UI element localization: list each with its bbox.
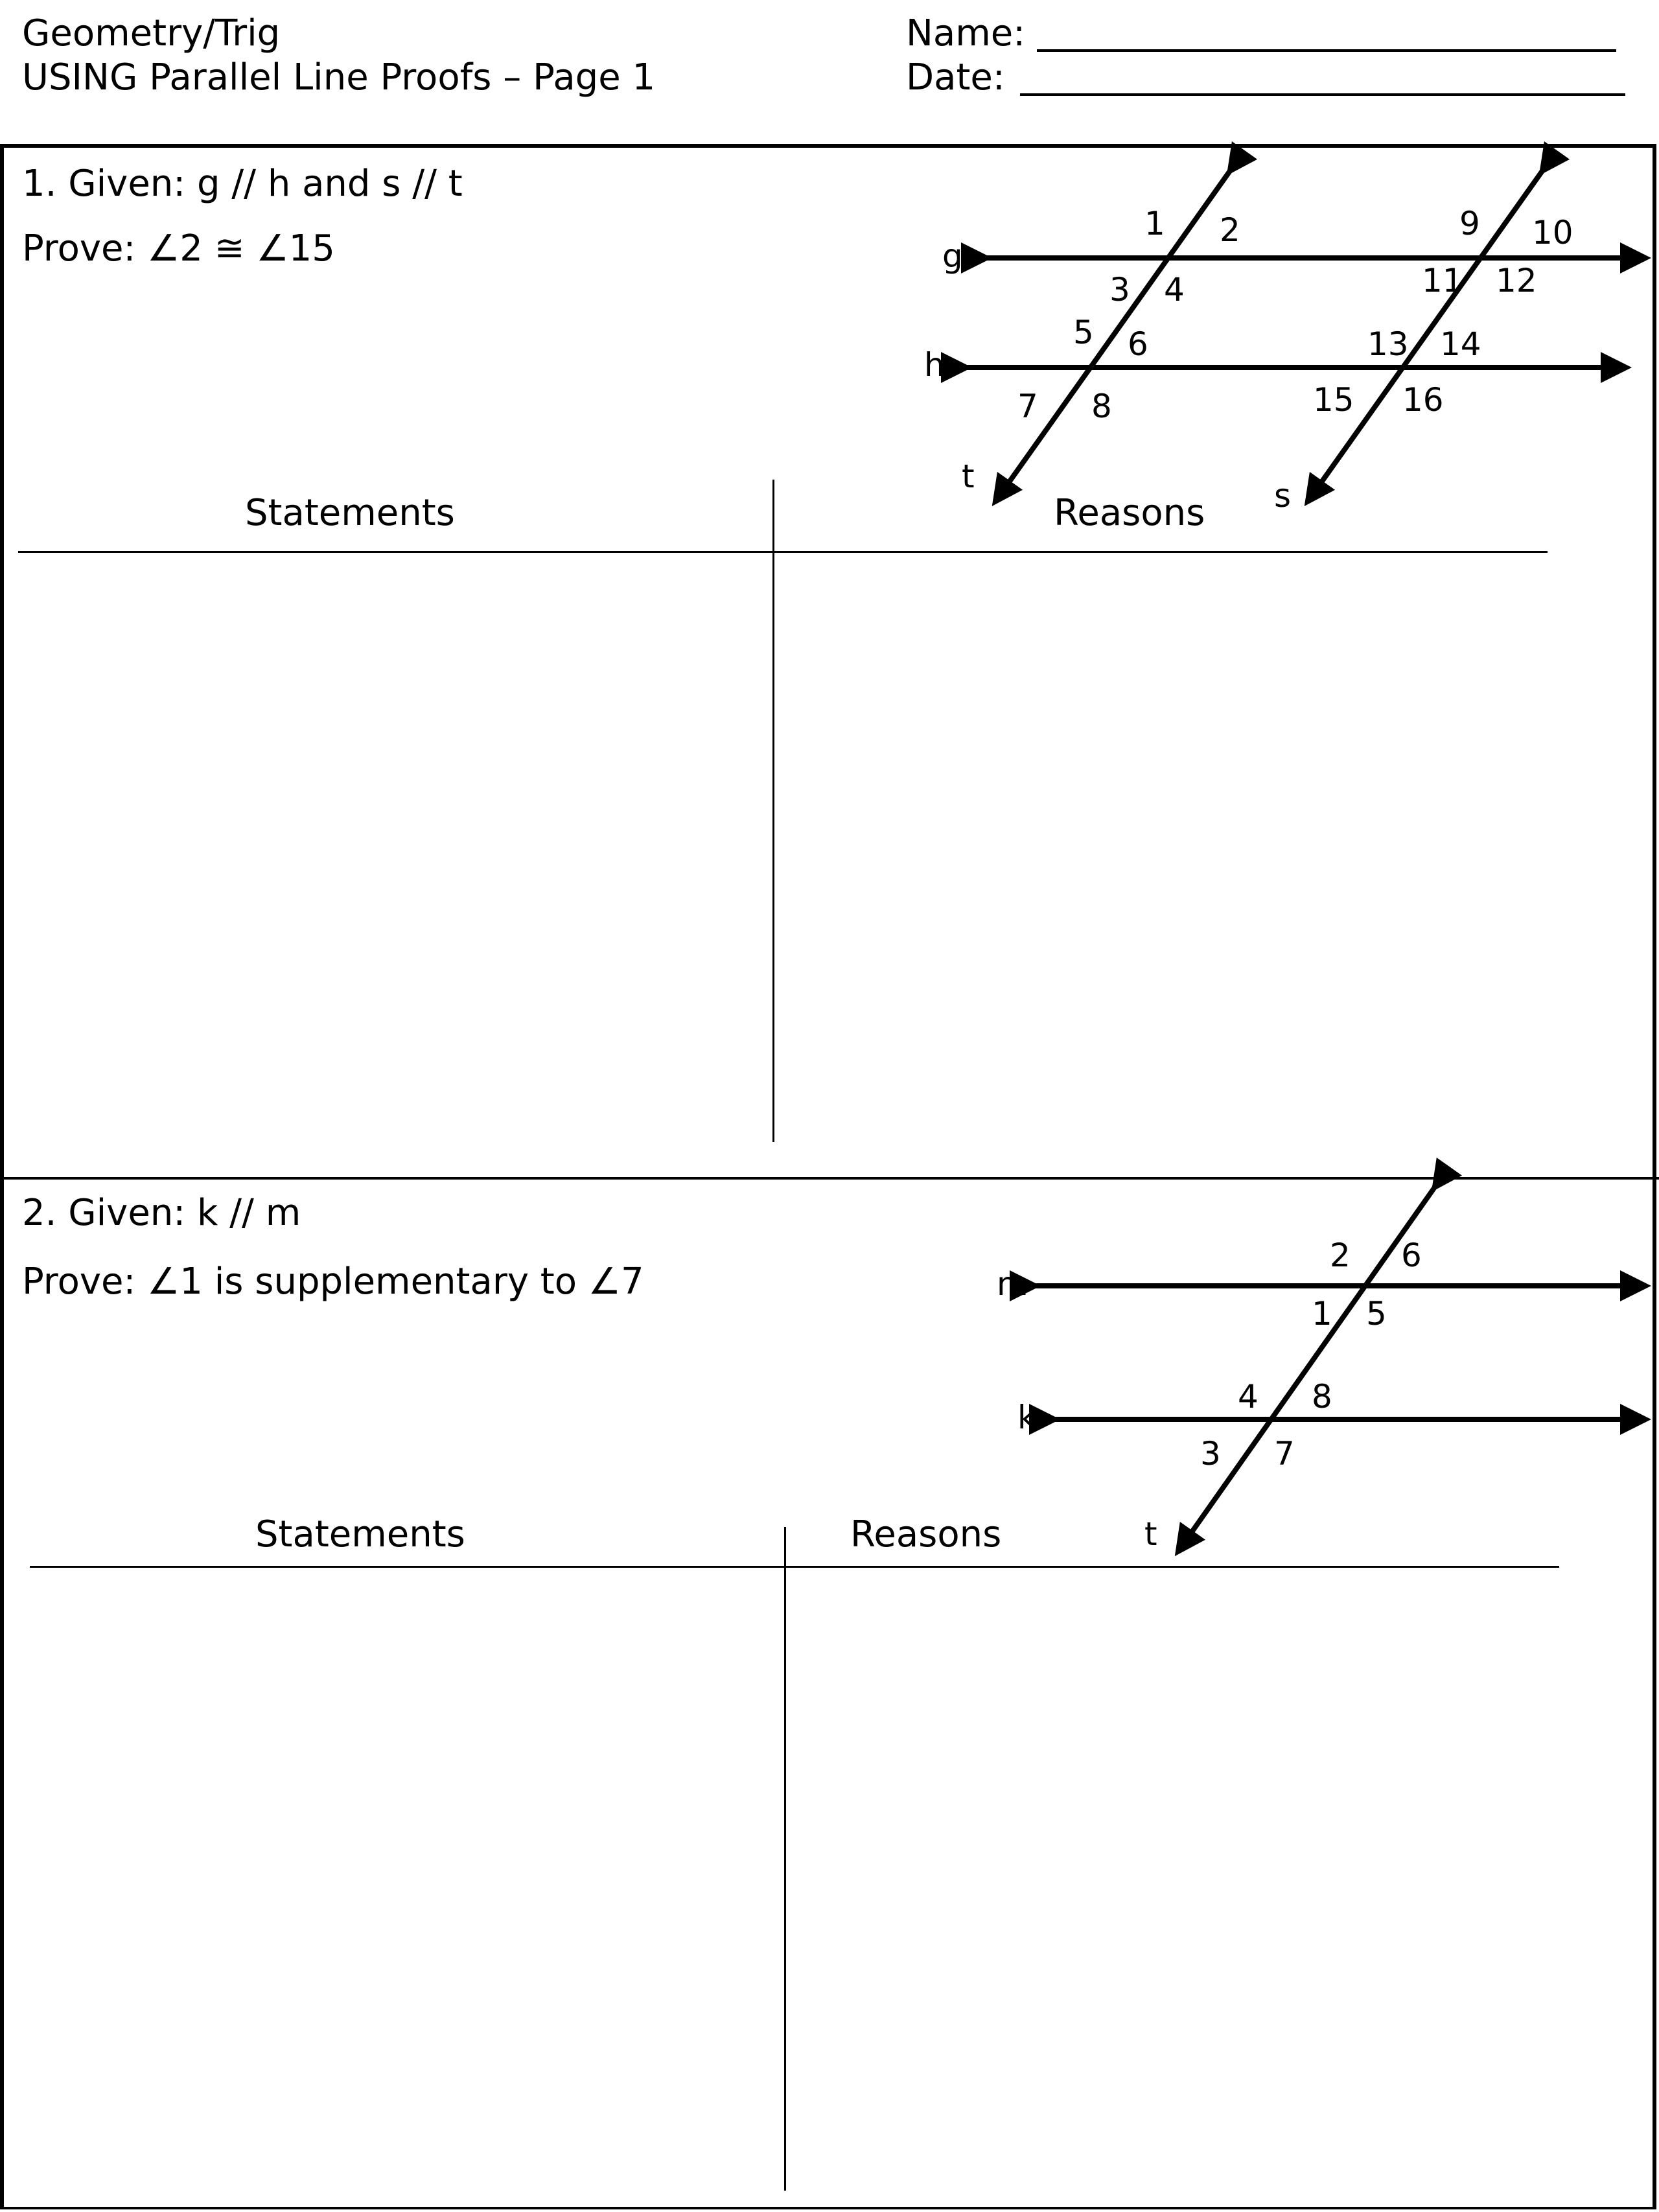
angle-label: 1	[1144, 205, 1165, 242]
problem2-reasons-header: Reasons	[850, 1513, 1002, 1555]
angle-label: 3	[1109, 271, 1130, 309]
label-h: h	[924, 346, 945, 384]
problem2-statements-header: Statements	[255, 1513, 465, 1555]
course-title: Geometry/Trig	[22, 12, 281, 54]
angle-label: 13	[1367, 325, 1409, 363]
angle-label: 4	[1164, 271, 1185, 309]
angle-label: 12	[1496, 262, 1537, 299]
line-t2	[1181, 1183, 1437, 1548]
angle-label: 1	[1312, 1295, 1332, 1333]
problem2-diagram	[997, 1183, 1641, 1553]
problem2-prove: Prove: ∠1 is supplementary to ∠7	[22, 1261, 644, 1303]
angle-label: 2	[1330, 1237, 1351, 1274]
angle-label: 3	[1200, 1435, 1221, 1473]
label-t: t	[962, 458, 975, 495]
problem1-statements-header: Statements	[245, 492, 455, 534]
angle-label: 6	[1401, 1237, 1422, 1274]
problem1-diagram	[924, 167, 1641, 515]
line-s	[1310, 167, 1545, 498]
line-t	[998, 167, 1233, 498]
angle-label: 7	[1274, 1435, 1295, 1473]
worksheet-title: USING Parallel Line Proofs – Page 1	[22, 56, 656, 99]
angle-label: 16	[1402, 381, 1444, 419]
label-t: t	[1144, 1515, 1157, 1553]
angle-label: 8	[1091, 388, 1112, 425]
problem2-given: 2. Given: k // m	[22, 1192, 301, 1234]
angle-label: 2	[1220, 211, 1240, 249]
angle-label: 9	[1459, 205, 1480, 242]
angle-label: 5	[1366, 1295, 1387, 1333]
problem1-prove: Prove: ∠2 ≅ ∠15	[22, 227, 335, 270]
angle-label: 5	[1073, 314, 1094, 351]
angle-label: 4	[1238, 1378, 1259, 1415]
angle-label: 10	[1532, 214, 1573, 251]
problem1-reasons-header: Reasons	[1054, 492, 1205, 534]
problem1-given: 1. Given: g // h and s // t	[22, 163, 463, 205]
label-s: s	[1274, 477, 1292, 515]
label-m: m	[997, 1265, 1028, 1303]
angle-label: 7	[1017, 388, 1038, 425]
label-g: g	[942, 237, 963, 275]
angle-label: 6	[1128, 325, 1148, 363]
label-k: k	[1017, 1399, 1036, 1436]
date-label: Date:	[906, 56, 1005, 99]
angle-label: 15	[1313, 381, 1354, 419]
angle-label: 14	[1440, 325, 1481, 363]
angle-label: 8	[1312, 1378, 1332, 1415]
name-label: Name:	[906, 12, 1026, 54]
angle-label: 11	[1422, 262, 1463, 299]
